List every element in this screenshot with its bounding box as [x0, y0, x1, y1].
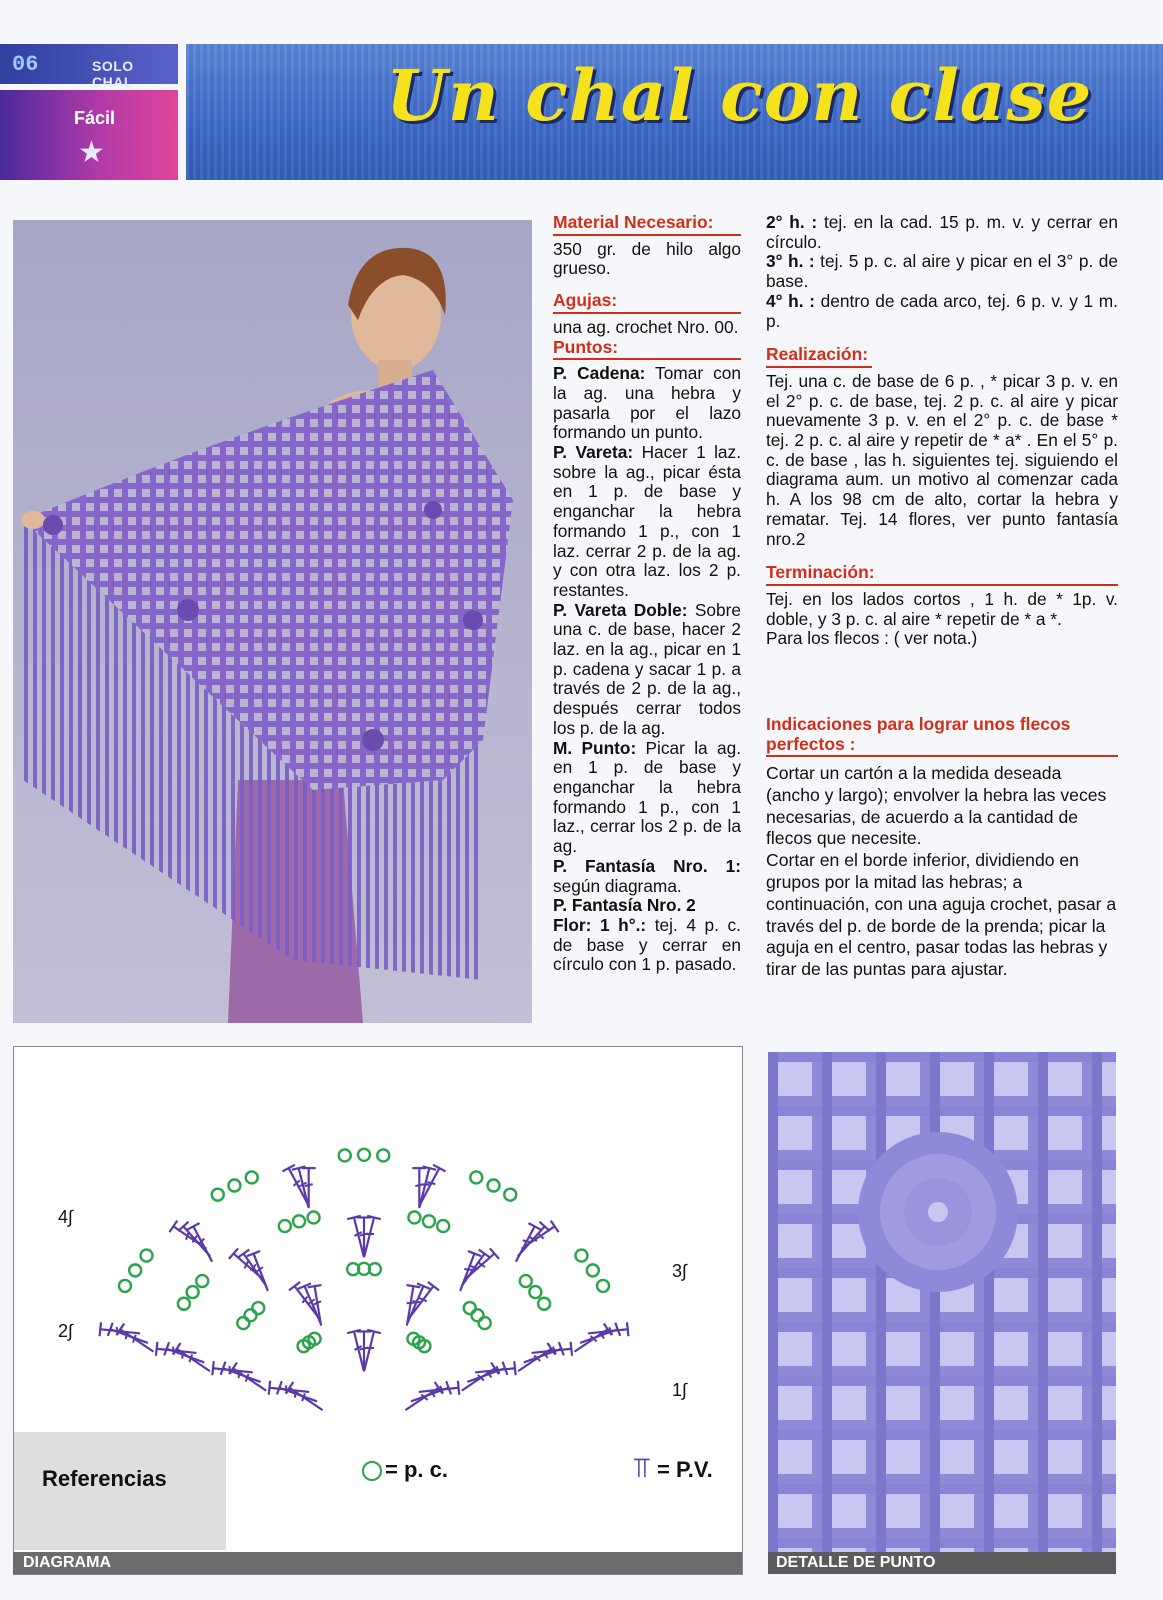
vareta-stitch-mark: [286, 1382, 327, 1416]
stitch-name: M. Punto:: [553, 737, 637, 758]
chain-stitch-mark: [504, 1189, 516, 1201]
realizacion-text: Tej. una c. de base de 6 p. , * picar 3 p. v. en el 2° p. c. de base, tej. 2 p. c. al aire y picar nuevamente 3 p. v. en el 2° p. c. de base * tej. 2 p. c. al aire y repetir de * a* . En el 5° p. c. de base , las h. siguientes tej. siguiendo el diagrama aum. un motivo al comenzar cada h. A los 98 cm de alto, cortar la hebra y rematar. Tej. 14 flores, ver punto fantasía nro.2: [766, 370, 1118, 549]
chain-stitch-mark: [597, 1280, 609, 1292]
flower-row-item: [766, 252, 1118, 291]
stitch-name: P. Fantasía Nro. 2: [553, 895, 696, 916]
flower-row-name: 4° h. :: [766, 290, 815, 311]
realizacion-heading: Realización:: [766, 345, 872, 368]
chain-stitch-mark: [575, 1250, 587, 1262]
vareta-stitch-mark: [347, 1330, 370, 1372]
puntos-heading: Puntos:: [553, 338, 741, 361]
vareta-stitch-mark: [454, 1251, 481, 1293]
chain-stitch-mark: [178, 1298, 190, 1310]
stitch-name: P. Fantasía Nro. 1:: [553, 855, 741, 876]
terminacion-heading: Terminación:: [766, 563, 1118, 586]
stitch-text: Sobre una c. de base, hacer 2 laz. en la ag., picar en 1 p. cadena y sacar 1 p. a través de 2 p. de la ag., después cerrar todos los p. de la ag.: [553, 599, 741, 738]
agujas-heading: Agujas:: [553, 291, 741, 314]
row-label-2: 2∫: [58, 1321, 73, 1341]
vareta-stitch-mark: [413, 1166, 436, 1208]
stitch-item: [553, 857, 741, 896]
flower-row-text: tej. 5 p. c. al aire y picar en el 3° p. de base.: [766, 251, 1118, 292]
instructions-column-1: [553, 213, 741, 975]
stitch-list: [553, 364, 741, 975]
stitch-item: [553, 364, 741, 443]
diagram-caption-bar: [13, 1552, 742, 1574]
page-number-bar: [0, 44, 178, 90]
stitch-item: [553, 739, 741, 857]
stitch-item: [553, 896, 741, 916]
references-title: Referencias: [42, 1466, 167, 1491]
stitch-item: [553, 443, 741, 601]
vareta-stitch-mark: [401, 1382, 442, 1416]
terminacion-text: Tej. en los lados cortos , 1 h. de * 1p. v. doble, y 3 p. c. al aire * repetir de * a *.: [766, 588, 1118, 629]
stitch-text: Picar la ag. en 1 p. de base y enganchar la hebra formando 1 p., con 1 laz., cerrar los 2 p. de la ag.: [553, 737, 742, 857]
material-heading: Material Necesario:: [553, 213, 741, 236]
difficulty-badge: [0, 90, 178, 180]
chain-stitch-mark: [520, 1275, 532, 1287]
vareta-stitch-mark: [347, 1216, 370, 1258]
chain-stitch-mark: [141, 1250, 153, 1262]
stitch-text: Hacer 1 laz. sobre la ag., picar ésta en 1 p. de base y enganchar la hebra formando 1 p., con 1 laz. cerrar 2 p. de la ag. y con otra laz. los 2 p. restantes.: [553, 442, 741, 600]
vareta-stitch-mark: [401, 1283, 430, 1325]
vareta-stitch-mark: [298, 1283, 327, 1325]
row-label-1: 1∫: [672, 1380, 687, 1400]
stitch-item: [553, 601, 741, 739]
chain-stitch-mark: [252, 1302, 264, 1314]
chain-stitch-mark: [119, 1280, 131, 1292]
vareta-stitch-mark: [358, 1216, 381, 1258]
vareta-stitch-mark: [510, 1223, 541, 1265]
shawl-photo: [13, 220, 532, 1023]
stitch-item: [553, 916, 741, 975]
chain-stitch-mark: [538, 1298, 550, 1310]
detail-caption: DETALLE DE PUNTO: [776, 1554, 936, 1571]
chain-stitch-mark: [587, 1264, 599, 1276]
flower-row-text: dentro de cada arco, tej. 6 p. v. y 1 m. p.: [766, 290, 1118, 331]
vareta-stitch-mark: [173, 1343, 214, 1377]
difficulty-label: Fácil: [74, 108, 116, 128]
chain-stitch-mark: [423, 1215, 435, 1227]
magazine-name: SOLO CHAL: [92, 58, 134, 90]
chain-stitch-mark: [471, 1309, 483, 1321]
chain-stitch-mark: [293, 1215, 305, 1227]
chain-stitch-mark: [196, 1275, 208, 1287]
chain-stitch-mark: [245, 1309, 257, 1321]
row-label-3: 3∫: [672, 1261, 687, 1281]
stitch-text: tej. 4 p. c. de base y cerrar en círculo con 1 p. pasado.: [553, 914, 741, 975]
chain-stitch-mark: [488, 1179, 500, 1191]
instructions-column-2: [766, 213, 1118, 649]
chain-stitch-mark: [339, 1149, 351, 1161]
row-label-4: 4∫: [58, 1207, 73, 1227]
stitch-name: Flor: 1 h°.:: [553, 914, 647, 935]
terminacion-note: Para los flecos : ( ver nota.): [766, 628, 978, 649]
flower-row-name: 2° h. :: [766, 212, 818, 232]
chain-stitch-mark: [470, 1171, 482, 1183]
page-title: Un chal con clase: [386, 54, 1093, 137]
vareta-stitch-mark: [116, 1323, 157, 1357]
chain-stitch-mark: [437, 1220, 449, 1232]
chain-stitch-mark: [358, 1149, 370, 1161]
legend-chain: = p. c.: [385, 1457, 448, 1482]
flower-rows: [766, 213, 1118, 331]
stitch-text: Tomar con la ag. una hebra y pasarla por el lazo formando un punto.: [553, 363, 741, 443]
flecos-section: [766, 714, 1118, 981]
star-icon: ★: [78, 136, 105, 169]
stitch-name: P. Vareta Doble:: [553, 599, 688, 620]
chain-stitch-mark: [464, 1302, 476, 1314]
stitch-text: según diagrama.: [553, 875, 682, 896]
vareta-stitch-mark: [229, 1362, 270, 1396]
vareta-stitch-mark: [292, 1166, 315, 1208]
references-box: [14, 1432, 226, 1550]
chain-stitch-mark: [212, 1189, 224, 1201]
flower-row-text: tej. en la cad. 15 p. m. v. y cerrar en círculo.: [766, 212, 1118, 252]
flower-row-item: [766, 292, 1118, 331]
stitch-name: P. Cadena:: [553, 363, 646, 384]
vareta-stitch-mark: [514, 1343, 555, 1377]
chain-stitch-mark: [408, 1211, 420, 1223]
chain-stitch-mark: [529, 1286, 541, 1298]
title-banner: [186, 44, 1163, 180]
chain-stitch-mark: [479, 1317, 491, 1329]
chain-stitch-mark: [246, 1171, 258, 1183]
diagram-caption: DIAGRAMA: [23, 1554, 111, 1571]
detail-caption-bar: [768, 1552, 1116, 1574]
chain-stitch-mark: [279, 1220, 291, 1232]
chain-stitch-mark: [237, 1317, 249, 1329]
vareta-stitch-mark: [571, 1323, 612, 1357]
chain-stitch-mark: [129, 1264, 141, 1276]
chain-stitch-mark: [187, 1286, 199, 1298]
page-number: 06: [12, 52, 39, 77]
legend-vareta: = P.V.: [657, 1457, 713, 1482]
flower-row-item: [766, 213, 1118, 252]
flecos-paragraph-2: Cortar en el borde inferior, dividiendo en grupos por la mitad las hebras; a continuación, con una aguja crochet, pasar a través del p. de borde de la prenda; picar la aguja en el centro, pasar todas las hebras y tirar de las puntas para ajustar.: [766, 850, 1117, 980]
chain-symbol-icon: [362, 1461, 382, 1481]
chain-stitch-mark: [377, 1149, 389, 1161]
flower-row-name: 3° h. :: [766, 251, 815, 272]
agujas-text: una ag. crochet Nro. 00.: [553, 316, 739, 337]
vareta-stitch-mark: [358, 1330, 381, 1372]
vareta-stitch-mark: [458, 1362, 499, 1396]
vareta-symbol-icon: ⫪: [634, 1451, 650, 1484]
chain-stitch-mark: [308, 1211, 320, 1223]
flecos-paragraph-1: Cortar un cartón a la medida deseada (ancho y largo); envolver la hebra las veces necesarias, de acuerdo a la cantidad de flecos que necesite.: [766, 763, 1107, 849]
material-text: 350 gr. de hilo algo grueso.: [553, 238, 741, 279]
flecos-heading: Indicaciones para lograr unos flecos perfectos :: [766, 714, 1118, 757]
vareta-stitch-mark: [187, 1223, 218, 1265]
stitch-name: P. Vareta:: [553, 442, 634, 463]
vareta-stitch-mark: [460, 1248, 499, 1285]
stitch-detail-photo: [768, 1052, 1116, 1552]
chain-stitch-mark: [228, 1179, 240, 1191]
vareta-stitch-mark: [247, 1251, 274, 1293]
